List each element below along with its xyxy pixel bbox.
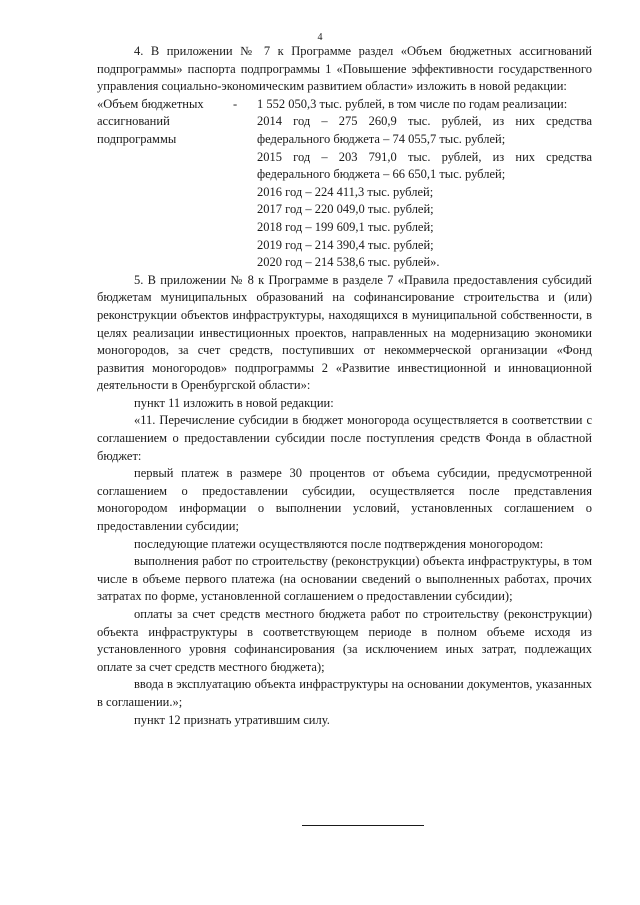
commissioning-condition: ввода в эксплуатацию объекта инфраструктуры на основании документов, указанных в соглашении.»; <box>97 677 592 709</box>
paragraph-4: 4. В приложении № 7 к Программе раздел «Объем бюджетных ассигнований подпрограммы» паспорта подпрограммы 1 «Повышение эффективности государственного управления социально-экономическим развитием области» изложить в новой редакции: <box>97 44 592 94</box>
next-payments: последующие платежи осуществляются после подтверждения моногородом: <box>134 536 544 551</box>
paragraph-5-intro: 5. В приложении № 8 к Программе в разделе 7 «Правила предоставления субсидий бюджетам муниципальных образований на софинансирование строительства и (или) реконструкции объектов инфраструктуры, находящихся в муниципальной собственности, в целях реализации инвестиционных проектов, направленных на модернизацию экономики моногородов, за счет средств, поступивших от некоммерческой организации «Фонд развития моногородов» подпрограммы 2 «Развитие инвестиционной и инновационной деятельности в Оренбургской области»: <box>97 272 592 393</box>
passport-value-2014: 2014 год – 275 260,9 тыс. рублей, из них средства федерального бюджета – 74 055,7 тыс. рублей; <box>257 114 592 146</box>
local-budget-condition: оплаты за счет средств местного бюджета работ по строительству (реконструкции) объекта инфраструктуры в соответствующем периоде в полном объеме исходя из установленного уровня софинансирования (за исключением иных затрат, подлежащих оплате за счет средств местного бюджета); <box>97 607 592 674</box>
item-11-text: «11. Перечисление субсидии в бюджет моногорода осуществляется в соответствии с соглашением о предоставлении субсидии после поступления средств Фонда в областной бюджет: <box>97 413 592 463</box>
passport-label: «Объем бюджетных ассигнований подпрограммы <box>97 96 204 146</box>
passport-value-2015: 2015 год – 203 791,0 тыс. рублей, из них средства федерального бюджета – 66 650,1 тыс. рублей; <box>257 149 592 182</box>
passport-value-2017: 2017 год – 220 049,0 тыс. рублей; <box>257 202 434 217</box>
passport-value-2018: 2018 год – 199 609,1 тыс. рублей; <box>257 219 434 234</box>
first-payment: первый платеж в размере 30 процентов от объема субсидии, предусмотренной соглашением о предоставлении субсидии, осуществляется после представления моногородом информации о выполнении условий, установленных соглашением о предоставлении субсидии; <box>97 466 592 534</box>
passport-value-2019: 2019 год – 214 390,4 тыс. рублей; <box>257 237 434 252</box>
works-condition: выполнения работ по строительству (реконструкции) объекта инфраструктуры, в том числе в объеме первого платежа (на основании сведений о выполненных работах, прочих затратах по форме, установленной соглашением о предоставлении субсидии); <box>97 554 592 604</box>
end-divider <box>302 825 424 826</box>
document-body <box>97 43 592 729</box>
passport-values <box>257 96 592 272</box>
passport-value-2020: 2020 год – 214 538,6 тыс. рублей». <box>257 255 440 270</box>
passport-dash: - <box>233 96 238 111</box>
passport-value-2016: 2016 год – 224 411,3 тыс. рублей; <box>257 184 434 199</box>
passport-table <box>97 96 592 272</box>
page-number: 4 <box>317 32 323 43</box>
passport-value-total: 1 552 050,3 тыс. рублей, в том числе по годам реализации: <box>257 96 568 111</box>
item-12: пункт 12 признать утратившим силу. <box>134 712 330 727</box>
item-11-header: пункт 11 изложить в новой редакции: <box>134 395 334 410</box>
